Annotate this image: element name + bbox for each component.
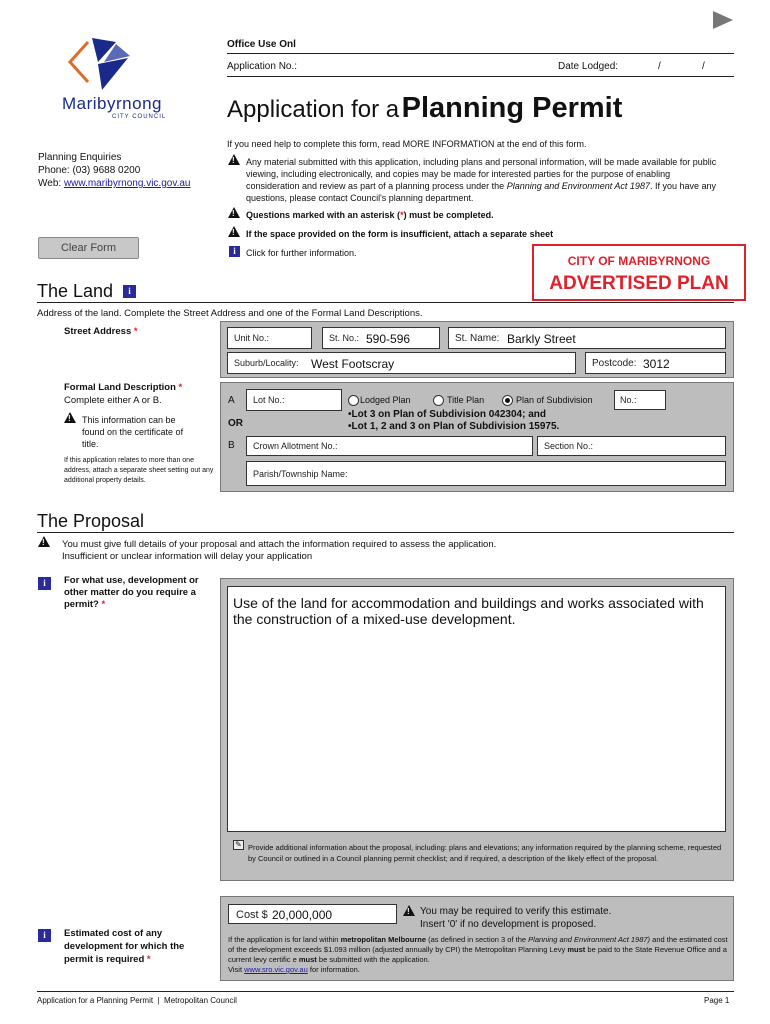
field-label: St. Name: xyxy=(455,333,500,344)
multi-address-note: If this application relates to more than one address, attach a separate sheet setting out any additional property details. xyxy=(64,457,214,484)
contact-phone: Phone: (03) 9688 0200 xyxy=(38,165,141,176)
footer-divider xyxy=(37,991,734,992)
note-text: be submitted with the application. xyxy=(318,955,430,964)
field-label: Section No.: xyxy=(544,441,594,451)
notice-text: Any material submitted with this application, including plans and personal information, will be made available for public viewing, including electronically, and copies may be made for interested parties for the purpose of enabling consideration and review as part of a planning process under the xyxy=(246,157,717,191)
cost-field[interactable] xyxy=(228,904,397,924)
warning-icon xyxy=(64,412,76,423)
label-text: Formal Land Description xyxy=(64,382,176,393)
title-plan-radio[interactable] xyxy=(433,395,444,406)
option-a-label: A xyxy=(228,395,235,406)
cost-question xyxy=(64,927,214,966)
lodged-plan-radio[interactable] xyxy=(348,395,359,406)
info-icon[interactable]: i xyxy=(123,285,136,298)
field-label: Crown Allotment No.: xyxy=(253,441,338,451)
next-arrow-icon[interactable] xyxy=(713,11,733,29)
warning-icon xyxy=(38,536,50,547)
field-value: West Footscray xyxy=(311,357,395,371)
divider xyxy=(227,53,734,54)
lot-description-line: •Lot 1, 2 and 3 on Plan of Subdivision 15975. xyxy=(348,421,560,432)
public-notice xyxy=(246,156,726,204)
field-value: Barkly Street xyxy=(507,332,576,346)
stamp-line1: CITY OF MARIBYRNONG xyxy=(567,254,711,268)
date-separator: / xyxy=(702,61,705,72)
warning-icon xyxy=(228,207,240,218)
field-value: 20,000,000 xyxy=(272,908,333,922)
act-name: Planning and Environment Act 1987 xyxy=(506,181,650,191)
council-website-link[interactable]: www.maribyrnong.vic.gov.au xyxy=(63,178,191,189)
proposal-note: You must give full details of your proposal and attach the information required to assess the application. xyxy=(62,539,497,550)
divider xyxy=(37,532,734,533)
verify-note: Insert '0' if no development is proposed. xyxy=(420,919,597,930)
use-question xyxy=(64,575,206,611)
suburb-field[interactable] xyxy=(227,352,576,374)
help-text: If you need help to complete this form, read MORE INFORMATION at the end of this form. xyxy=(227,139,587,149)
or-label: OR xyxy=(228,418,243,429)
title-main: Planning Permit xyxy=(401,92,623,124)
info-icon[interactable]: i xyxy=(38,577,51,590)
act-name: Planning and Environment Act 1987) xyxy=(528,935,651,944)
footer-text: Application for a Planning Permit | Metropolitan Council xyxy=(37,996,237,1005)
lot-no-field[interactable] xyxy=(246,389,342,411)
page-number: Page 1 xyxy=(704,996,730,1005)
note-text: for information. xyxy=(309,965,360,974)
note-text: If the application is for land within xyxy=(228,935,339,944)
clear-form-button[interactable]: Clear Form xyxy=(38,237,139,259)
field-label: Lot No.: xyxy=(253,395,285,405)
formal-land-label xyxy=(64,382,182,393)
note-text: (as defined in section 3 of the xyxy=(428,935,527,944)
note-bold: must xyxy=(298,955,317,964)
asterisk: * xyxy=(133,326,138,337)
street-no-field[interactable] xyxy=(322,327,440,349)
proposal-note: Insufficient or unclear information will delay your application xyxy=(62,551,313,562)
field-value: 590-596 xyxy=(366,332,411,346)
web-label: Web: xyxy=(38,178,62,189)
sro-website-link[interactable]: www.sro.vic.gov.au xyxy=(244,965,308,974)
metropolitan-levy-note xyxy=(228,935,728,975)
click-info-text: Click for further information. xyxy=(246,248,357,258)
logo-name: Maribyrnong xyxy=(62,94,162,113)
date-lodged-label: Date Lodged: xyxy=(558,61,619,72)
verify-note: You may be required to verify this estimate. xyxy=(420,906,612,917)
divider xyxy=(37,302,734,303)
lot-description-line: •Lot 3 on Plan of Subdivision 042304; and xyxy=(348,409,546,420)
question-text: Estimated cost of any development for which the permit is required xyxy=(64,928,185,965)
lodged-plan-label: Lodged Plan xyxy=(360,395,411,405)
proposal-section-title: The Proposal xyxy=(37,511,145,531)
date-separator: / xyxy=(658,61,661,72)
application-no-label: Application No.: xyxy=(227,61,298,72)
option-b-label: B xyxy=(228,440,235,451)
formal-sub-label: Complete either A or B. xyxy=(64,395,162,406)
question-text: For what use, development or other matter do you require a permit? xyxy=(64,575,199,610)
field-label: Suburb/Locality: xyxy=(234,358,299,368)
note-text: and the estimated cost of the development exceeds $1.093 million (adjusted annually by CPI) the Metropolitan Planning Levy xyxy=(228,935,728,954)
asterisk: * xyxy=(400,210,404,220)
field-label: Unit No.: xyxy=(234,333,270,343)
field-label: Parish/Township Name: xyxy=(253,469,348,479)
asterisk-note xyxy=(246,210,494,220)
contact-line: Planning Enquiries xyxy=(38,152,122,163)
warning-icon xyxy=(228,154,240,165)
logo-mark-icon xyxy=(58,34,178,94)
office-use-title: Office Use Onl xyxy=(227,39,296,50)
label-text: Street Address xyxy=(64,326,132,337)
land-description: Address of the land. Complete the Street Address and one of the Formal Land Descriptions. xyxy=(37,308,423,319)
additional-info-text: Provide additional information about the proposal, including: plans and elevations; any information required by the planning scheme, requested by Council or outlined in a Council planning permit checklist; and if required, a description of the likely effect of the proposal. xyxy=(248,843,722,863)
title-prefix: Application for a xyxy=(227,96,400,123)
certificate-note: This information can be found on the certificate of title. xyxy=(82,415,184,449)
field-label: No.: xyxy=(620,395,637,405)
space-note: If the space provided on the form is insufficient, attach a separate sheet xyxy=(246,229,554,239)
unit-no-field[interactable] xyxy=(227,327,312,349)
note-text: ) must be completed. xyxy=(403,210,494,220)
asterisk: * xyxy=(146,954,151,965)
note-text: Questions marked with an asterisk ( xyxy=(246,210,401,220)
note-text: Visit xyxy=(228,965,243,974)
field-label: St. No.: xyxy=(329,333,360,343)
asterisk: * xyxy=(101,599,106,610)
land-section-title: The Land xyxy=(37,281,114,301)
warning-icon xyxy=(228,226,240,237)
warning-icon xyxy=(403,905,415,916)
plan-no-field[interactable] xyxy=(614,390,666,410)
page-title xyxy=(227,92,622,125)
field-value: Use of the land for accommodation and buildings and works associated with the construction of a mixed-use development. xyxy=(233,595,704,627)
info-icon[interactable]: i xyxy=(38,929,51,942)
title-plan-label: Title Plan xyxy=(447,395,485,405)
info-icon[interactable]: i xyxy=(229,246,240,257)
council-logo xyxy=(58,34,178,124)
parish-township-field[interactable] xyxy=(246,461,726,486)
street-name-field[interactable] xyxy=(448,327,726,349)
divider xyxy=(227,76,734,77)
crown-allotment-field[interactable] xyxy=(246,436,533,456)
note-bold: must xyxy=(567,945,586,954)
note-text: e xyxy=(292,955,297,964)
logo-subtitle: CITY COUNCIL xyxy=(112,114,167,120)
section-no-field[interactable] xyxy=(537,436,726,456)
note-text: be paid to the State Revenue Office and a current levy certific xyxy=(228,945,727,964)
use-description-field[interactable] xyxy=(227,586,726,832)
note-bold: metropolitan Melbourne xyxy=(340,935,426,944)
field-label: Postcode: xyxy=(592,358,637,369)
street-address-label xyxy=(64,326,138,337)
advertised-plan-stamp xyxy=(532,244,746,301)
contact-block xyxy=(38,151,191,190)
plan-of-subdivision-label: Plan of Subdivision xyxy=(516,395,593,405)
field-value: 3012 xyxy=(643,357,670,371)
plan-of-subdivision-radio[interactable] xyxy=(502,395,513,406)
postcode-field[interactable] xyxy=(585,352,726,374)
stamp-line2: ADVERTISED PLAN xyxy=(549,273,729,294)
notice-text-end: . If you have any questions, please contact Council's planning department. xyxy=(246,181,716,203)
field-label: Cost $ xyxy=(236,909,268,921)
edit-icon[interactable]: ✎ xyxy=(233,840,244,850)
asterisk: * xyxy=(178,382,183,393)
